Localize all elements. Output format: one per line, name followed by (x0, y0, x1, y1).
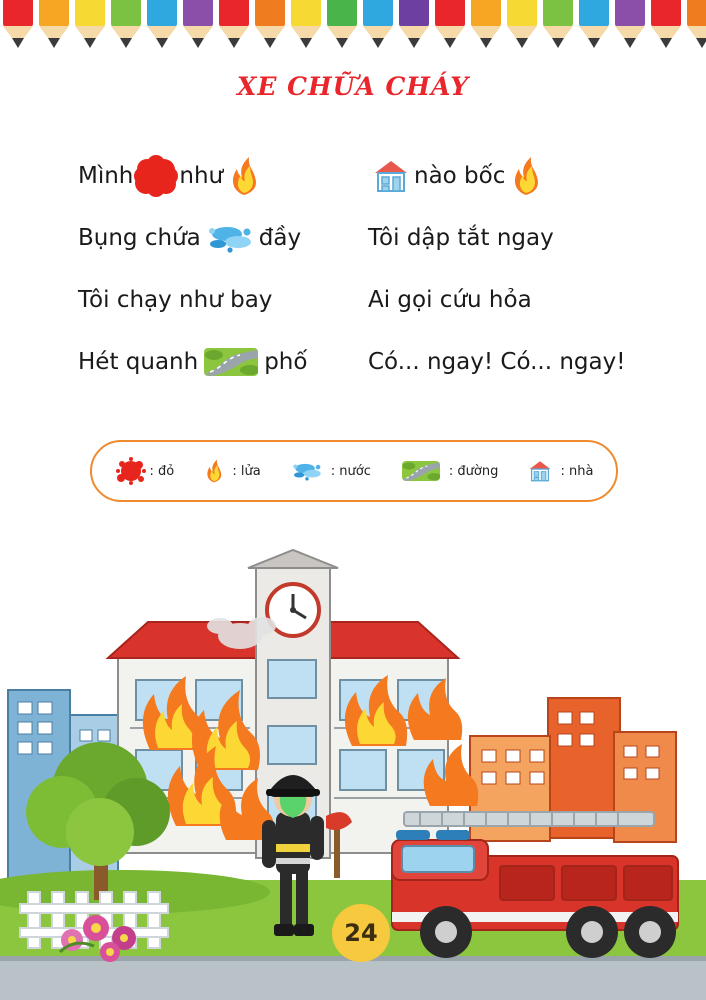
house-icon (374, 159, 408, 193)
house-icon (529, 460, 551, 482)
red-splat-icon (139, 159, 173, 193)
legend-item (523, 460, 593, 482)
pencil-icon (288, 0, 324, 54)
pencil-icon (396, 0, 432, 54)
pencil-icon (504, 0, 540, 54)
water-icon (292, 461, 322, 481)
legend-item (199, 459, 260, 483)
poem-text: Mình (78, 163, 134, 189)
poem-text: phố (264, 349, 308, 375)
legend-item-label: : đỏ (149, 463, 175, 479)
pencil-icon (324, 0, 360, 54)
pencil-icon (576, 0, 612, 54)
pencil-icon (360, 0, 396, 54)
page-title: XE CHỮA CHÁY (236, 72, 470, 101)
pencil-icon (540, 0, 576, 54)
legend-item-label: : đường (448, 463, 499, 479)
legend-item (396, 461, 498, 481)
legend-item-label: : lửa (232, 463, 261, 479)
fire-icon (229, 157, 259, 195)
poem-line (368, 331, 658, 393)
poem-line (78, 269, 368, 331)
poem (78, 145, 658, 393)
illustration-scene (0, 540, 706, 1000)
poem-right-column (368, 145, 658, 393)
poem-line (78, 145, 368, 207)
legend-item-label: : nhà (560, 463, 594, 479)
fire-icon (205, 459, 223, 483)
legend-item (115, 461, 175, 481)
pencil-icon (108, 0, 144, 54)
poem-left-column (78, 145, 368, 393)
poem-line (368, 145, 658, 207)
pencil-icon (0, 0, 36, 54)
pencil-icon (216, 0, 252, 54)
pencil-icon (144, 0, 180, 54)
poem-text: như (179, 163, 224, 189)
poem-line (78, 331, 368, 393)
pencil-icon (432, 0, 468, 54)
pencil-icon (180, 0, 216, 54)
pencil-icon (468, 0, 504, 54)
poem-text: Tôi dập tắt ngay (368, 225, 554, 251)
page-number: 24 (332, 904, 390, 962)
pencil-icon (252, 0, 288, 54)
road-icon (204, 348, 258, 376)
pencil-icon (36, 0, 72, 54)
pencil-icon (648, 0, 684, 54)
pencil-icon (612, 0, 648, 54)
water-icon (207, 223, 253, 253)
poem-text: Có... ngay! Có... ngay! (368, 349, 626, 375)
red-splat-icon (121, 461, 141, 481)
pencil-icon (684, 0, 706, 54)
legend-box (90, 440, 618, 502)
poem-text: Bụng chứa (78, 225, 201, 251)
pencil-border-decoration (0, 0, 706, 54)
road-icon (402, 461, 440, 481)
poem-text: Hét quanh (78, 349, 199, 375)
legend-item (286, 461, 371, 481)
poem-text: Ai gọi cứu hỏa (368, 287, 532, 313)
fire-icon (511, 157, 541, 195)
poem-line (368, 269, 658, 331)
poem-line (368, 207, 658, 269)
pencil-icon (72, 0, 108, 54)
poem-text: nào bốc (414, 163, 506, 189)
poem-text: đầy (258, 225, 302, 251)
poem-text: Tôi chạy như bay (78, 287, 273, 313)
poem-line (78, 207, 368, 269)
legend-item-label: : nước (330, 463, 371, 479)
